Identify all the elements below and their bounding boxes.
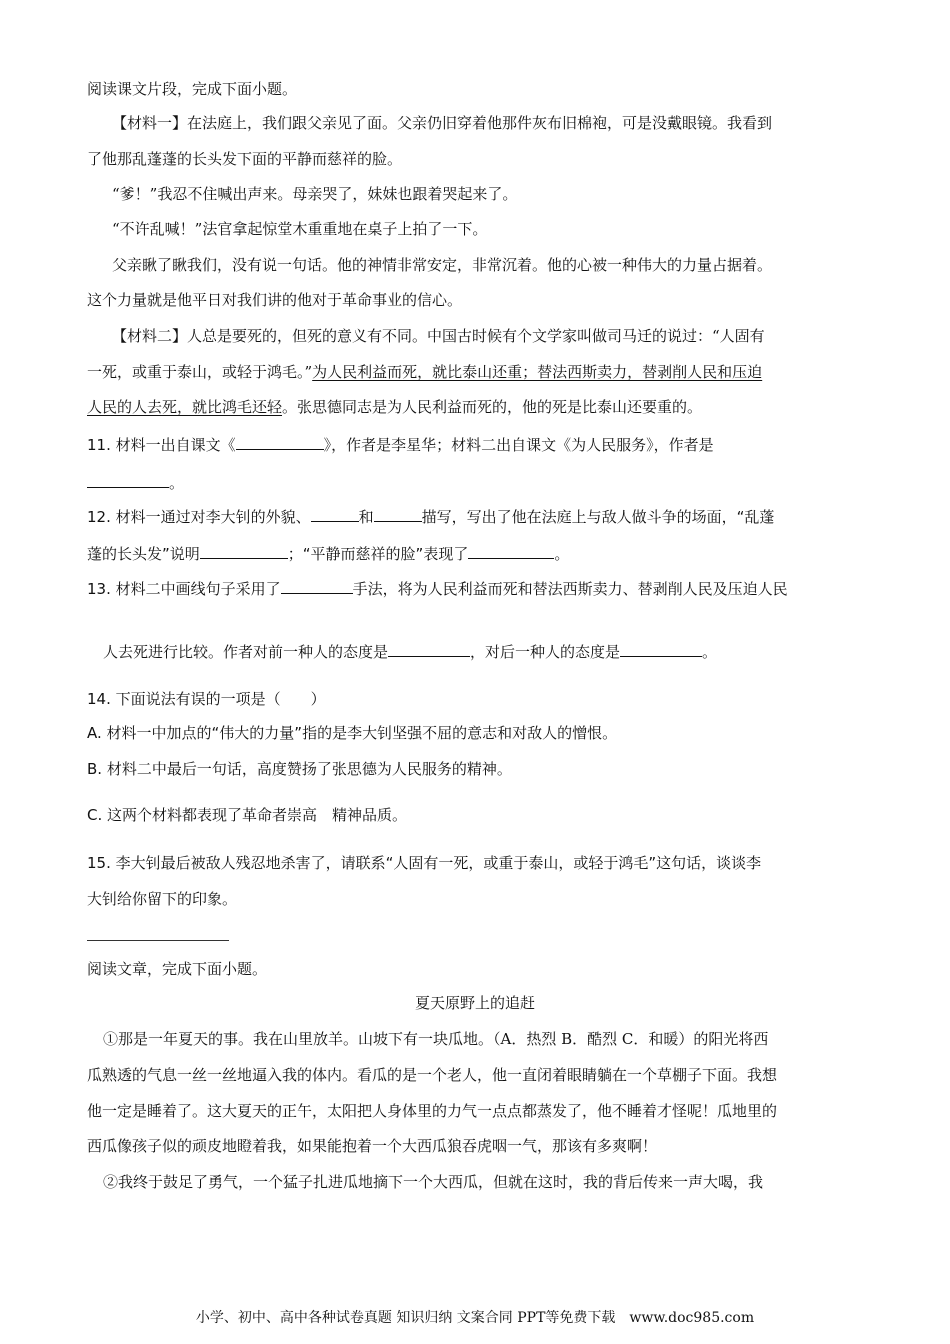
- q13-text-c: 人去死进行比较。作者对前一种人的态度是: [103, 643, 389, 661]
- q12-text-b: 和: [358, 508, 374, 526]
- material-two-line-3: [87, 396, 702, 418]
- q13-blank-2[interactable]: [388, 640, 470, 657]
- q12-blank-1[interactable]: [311, 505, 359, 522]
- q13-text-a: 13. 材料二中画线句子采用了: [87, 580, 281, 598]
- q11-blank-2[interactable]: [87, 471, 169, 488]
- q11-blank-1[interactable]: [236, 433, 324, 450]
- q13-blank-3[interactable]: [620, 640, 702, 657]
- material-one-line-2: 了他那乱蓬蓬的长头发下面的平静而慈祥的脸。: [87, 150, 403, 168]
- material-one-line-5: 父亲瞅了瞅我们，没有说一句话。他的神情非常安定，非常沉着。他的心被一种伟大的力量占据着。: [112, 256, 773, 274]
- answer-line[interactable]: [87, 940, 229, 941]
- article-p1-line-3: 他一定是睡着了。这大夏天的正午，太阳把人身体里的力气一点点都蒸发了，他不睡着才怪呢！瓜地里的: [87, 1102, 778, 1120]
- q13-text-d: ，对后一种人的态度是: [470, 643, 621, 661]
- question-11-line-1: [87, 433, 714, 456]
- q12-text-a: 12. 材料一通过对李大钊的外貌、: [87, 508, 311, 526]
- article-p1-line-1: ①那是一年夏天的事。我在山里放羊。山坡下有一块瓜地。（A．热烈 B．酷烈 C．和暖）的阳光将西: [103, 1030, 769, 1048]
- q12-blank-3[interactable]: [200, 542, 288, 559]
- question-11-line-2: [87, 471, 184, 494]
- article-p1-line-2: 瓜熟透的气息一丝一丝地逼入我的体内。看瓜的是一个老人，他一直闭着眼睛躺在一个草棚子下面。我想: [87, 1066, 778, 1084]
- reading-instruction-2: 阅读文章，完成下面小题。: [87, 960, 268, 978]
- q12-blank-4[interactable]: [468, 542, 554, 559]
- q12-text-d: 蓬的长头发”说明: [87, 545, 200, 563]
- material-one-line-6: 这个力量就是他平日对我们讲的他对于革命事业的信心。: [87, 291, 463, 309]
- article-title: 夏天原野上的追赶: [414, 994, 535, 1012]
- material-two-line-2-plain: 一死，或重于泰山，或轻于鸿毛。”: [87, 363, 313, 381]
- question-12-line-1: [87, 505, 774, 528]
- article-p2-line-1: ②我终于鼓足了勇气，一个猛子扎进瓜地摘下一个大西瓜，但就在这时，我的背后传来一声大喝，我: [103, 1173, 764, 1191]
- q11-text-b: 》，作者是李星华；材料二出自课文《为人民服务》，作者是: [323, 436, 714, 454]
- question-14-option-a[interactable]: A. 材料一中加点的“伟大的力量”指的是李大钊坚强不屈的意志和对敌人的憎恨。: [87, 724, 618, 742]
- material-two-line-3-plain: 。张思德同志是为人民利益而死的，他的死是比泰山还要重的。: [282, 398, 703, 416]
- q12-text-f: 。: [554, 545, 570, 563]
- question-12-line-2: [87, 542, 569, 565]
- question-15-line-1: 15. 李大钊最后被敌人残忍地杀害了，请联系“人固有一死，或重于泰山，或轻于鸿毛”这句话，谈谈李: [87, 854, 762, 872]
- question-14-stem: 14. 下面说法有误的一项是（ ）: [87, 690, 326, 708]
- question-13-line-1: [87, 577, 788, 600]
- reading-instruction: 阅读课文片段，完成下面小题。: [87, 80, 298, 98]
- page-footer: 小学、初中、高中各种试卷真题 知识归纳 文案合同 PPT等免费下载 www.doc985.com: [195, 1310, 755, 1326]
- q11-text-c: 。: [169, 474, 185, 492]
- q12-blank-2[interactable]: [374, 505, 422, 522]
- article-p1-line-4: 西瓜像孩子似的顽皮地瞪着我，如果能抱着一个大西瓜狼吞虎咽一气，那该有多爽啊！: [87, 1137, 658, 1155]
- question-14-option-c[interactable]: C. 这两个材料都表现了革命者崇高 精神品质。: [87, 806, 408, 824]
- q12-text-c: 描写，写出了他在法庭上与敌人做斗争的场面，“乱蓬: [421, 508, 775, 526]
- question-14-option-b[interactable]: B. 材料二中最后一句话，高度赞扬了张思德为人民服务的精神。: [87, 760, 512, 778]
- q13-text-b: 手法，将为人民利益而死和替法西斯卖力、替剥削人民及压迫人民: [352, 580, 788, 598]
- q13-text-e: 。: [702, 643, 718, 661]
- q11-text-a: 11. 材料一出自课文《: [87, 436, 236, 454]
- question-15-line-2: 大钊给你留下的印象。: [87, 890, 238, 908]
- material-one-line-1: 【材料一】在法庭上，我们跟父亲见了面。父亲仍旧穿着他那件灰布旧棉袍，可是没戴眼镜。我看到: [112, 114, 773, 132]
- material-two-line-1: 【材料二】人总是要死的，但死的意义有不同。中国古时候有个文学家叫做司马迁的说过：“人固有: [112, 327, 765, 345]
- q12-text-e: ；“平静而慈祥的脸”表现了: [287, 545, 469, 563]
- q13-blank-1[interactable]: [281, 577, 353, 594]
- material-one-line-4: “不许乱喊！”法官拿起惊堂木重重地在桌子上拍了一下。: [112, 220, 488, 238]
- material-one-line-3: “爹！”我忍不住喊出声来。母亲哭了，妹妹也跟着哭起来了。: [112, 185, 518, 203]
- question-13-line-2: [103, 640, 717, 663]
- underlined-sentence-part-2: 人民的人去死，就比鸿毛还轻: [87, 398, 283, 416]
- material-two-line-2: [87, 361, 762, 383]
- underlined-sentence-part-1: 为人民利益而死，就比泰山还重；替法西斯卖力，替剥削人民和压迫: [312, 363, 763, 381]
